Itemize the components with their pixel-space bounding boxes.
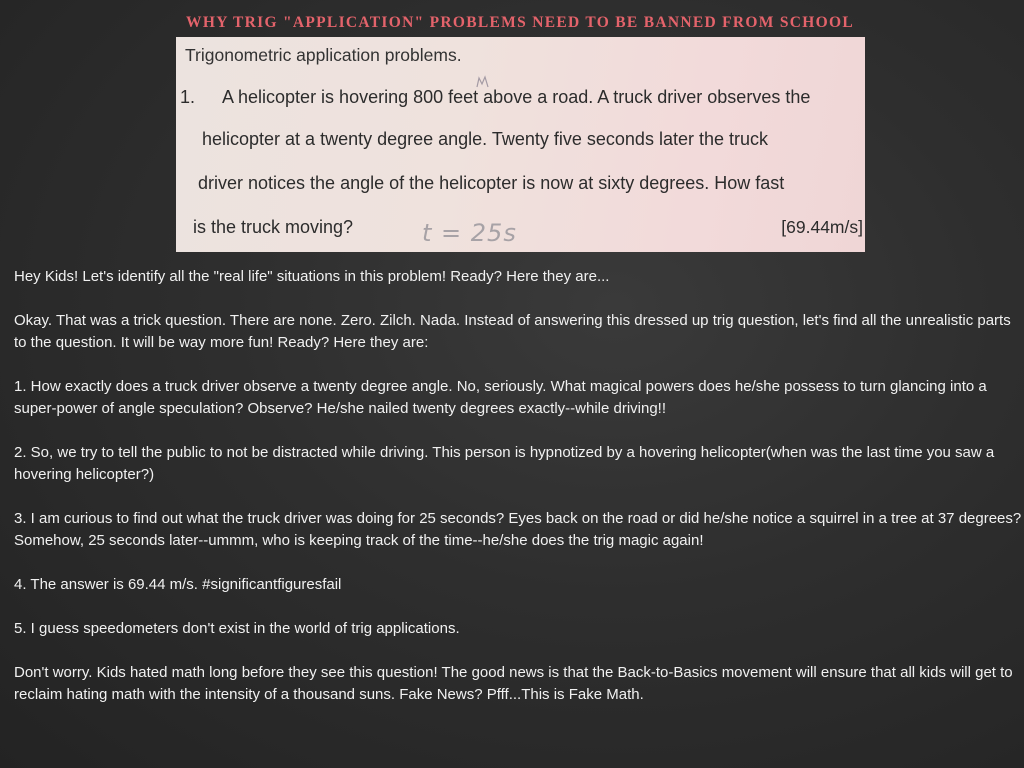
worksheet-photo bbox=[176, 37, 865, 252]
paragraph: 2. So, we try to tell the public to not be distracted while driving. This person is hypnotized by a hovering helicopter(when was the last time you saw a hovering helicopter?) bbox=[14, 444, 995, 483]
page-title: WHY TRIG "APPLICATION" PROBLEMS NEED TO BE BANNED FROM SCHOOL bbox=[186, 14, 854, 31]
question-line: is the truck moving? bbox=[193, 217, 354, 237]
question-line: helicopter at a twenty degree angle. Twenty five seconds later the truck bbox=[202, 129, 768, 149]
handwritten-note: t = 25s bbox=[422, 219, 517, 247]
question-line: driver notices the angle of the helicopter is now at sixty degrees. How fast bbox=[198, 173, 785, 193]
paragraph: 3. I am curious to find out what the truck driver was doing for 25 seconds? Eyes back on the road or did he/she notice a squirrel in a tree at 37 degrees? Somehow, 25 seconds later--ummm, who is keeping track of the time--he/she does the trig magic again! bbox=[14, 510, 1022, 549]
paragraph: Okay. That was a trick question. There are none. Zero. Zilch. Nada. Instead of answering this dressed up trig question, let's find all the unrealistic parts to the question. It will be way more fun! Ready? Here they are: bbox=[14, 312, 1011, 351]
paragraph: 1. How exactly does a truck driver observe a twenty degree angle. No, seriously. What magical powers does he/she possess to turn glancing into a super-power of angle speculation? Observe? He/she nailed twenty degrees exactly--while driving!! bbox=[14, 378, 987, 417]
paragraph: Hey Kids! Let's identify all the "real life" situations in this problem! Ready? Here they are... bbox=[14, 268, 610, 285]
worksheet-answer: [69.44m/s] bbox=[781, 217, 863, 237]
paragraph: 4. The answer is 69.44 m/s. #significantfiguresfail bbox=[14, 576, 342, 593]
paragraph: Don't worry. Kids hated math long before they see this question! The good news is that the Back-to-Basics movement will ensure that all kids will get to reclaim hating math with the intensity of a thousand suns. Fake News? Pfff...This is Fake Math. bbox=[14, 664, 1013, 703]
article-body bbox=[14, 266, 1024, 728]
paragraph: 5. I guess speedometers don't exist in the world of trig applications. bbox=[14, 620, 460, 637]
worksheet-title: Trigonometric application problems. bbox=[185, 45, 462, 65]
question-line: A helicopter is hovering 800 feet above a road. A truck driver observes the bbox=[222, 87, 811, 107]
question-number: 1. bbox=[180, 87, 196, 107]
